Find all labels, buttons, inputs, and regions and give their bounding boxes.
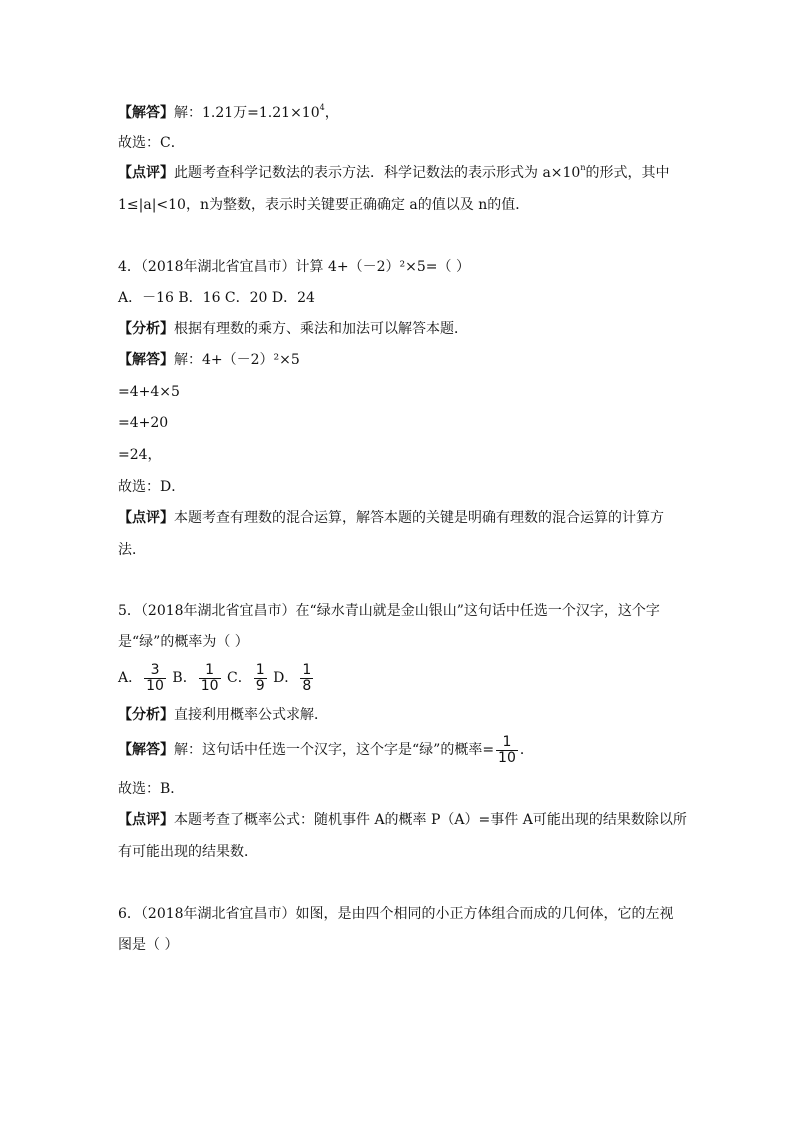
q5-option-c xyxy=(227,660,269,696)
q4-comment-line1 xyxy=(118,508,664,528)
q5-answer-fraction xyxy=(496,735,518,766)
answer-tag: 【解答】 xyxy=(118,742,174,758)
comment-tag: 【点评】 xyxy=(118,510,174,526)
q5-comment-text: 本题考查了概率公式：随机事件 A的概率 P（A）=事件 A可能出现的结果数除以所 xyxy=(174,812,687,828)
q5-answer-prefix: 解：这句话中任选一个汉字，这个字是“绿”的概率= xyxy=(174,742,495,758)
q4-step2: =4+20 xyxy=(118,415,169,431)
q4-analysis-line xyxy=(118,319,468,339)
answer-tag: 【解答】 xyxy=(118,105,174,121)
option-fraction xyxy=(254,663,267,694)
q3-answer-exponent: 4 xyxy=(319,103,325,112)
q5-question-line1: 5．（2018年湖北省宜昌市）在“绿水青山就是金山银山”这句话中任选一个汉字，这个字 xyxy=(118,603,660,619)
fraction-denominator: 9 xyxy=(255,677,265,694)
comment-tag: 【点评】 xyxy=(118,165,174,181)
q4-step3: =24， xyxy=(118,447,162,463)
q4-answer-line xyxy=(118,350,300,370)
fraction-numerator: 1 xyxy=(205,661,215,678)
q5-answer-line xyxy=(118,732,534,768)
q5-comment-line2: 有可能出现的结果数． xyxy=(118,844,258,860)
analysis-tag: 【分析】 xyxy=(118,321,174,337)
q6-question-line2: 图是（ ） xyxy=(118,937,179,953)
fraction-denominator: 10 xyxy=(146,677,164,694)
option-label: C． xyxy=(226,670,252,686)
q5-analysis-text: 直接利用概率公式求解． xyxy=(174,707,328,723)
q5-option-b xyxy=(172,660,222,696)
q3-comment-line2: 1≤|a|<10，n为整数，表示时关键要正确确定 a的值以及 n的值． xyxy=(118,197,530,213)
q5-option-d xyxy=(273,660,315,696)
fraction-numerator: 3 xyxy=(150,661,160,678)
answer-tag: 【解答】 xyxy=(118,352,174,368)
q5-question-line2: 是“绿”的概率为（ ） xyxy=(118,634,249,650)
q4-options: A．－16 B．16 C．20 D．24 xyxy=(118,290,315,306)
option-fraction xyxy=(300,663,313,694)
fraction-numerator: 1 xyxy=(502,733,512,750)
fraction-numerator: 1 xyxy=(255,661,265,678)
q4-answer-text: 解：4+（－2）²×5 xyxy=(174,352,300,368)
q3-choice: 故选：C． xyxy=(118,135,185,151)
q5-choice: 故选：B． xyxy=(118,781,185,797)
fraction-denominator: 8 xyxy=(302,677,312,694)
option-label: D． xyxy=(273,670,299,686)
option-fraction xyxy=(199,663,221,694)
analysis-tag: 【分析】 xyxy=(118,707,174,723)
q5-option-a xyxy=(118,660,168,696)
option-label: A． xyxy=(118,670,143,686)
q4-question: 4．（2018年湖北省宜昌市）计算 4+（－2）²×5=（ ） xyxy=(118,259,470,275)
option-label: B． xyxy=(172,670,197,686)
q4-comment-text: 本题考查有理数的混合运算，解答本题的关键是明确有理数的混合运算的计算方 xyxy=(174,510,664,526)
q3-answer-suffix: ， xyxy=(324,105,339,121)
q4-comment-line2: 法． xyxy=(118,542,146,558)
q3-answer-prefix: 解：1.21万=1.21×10 xyxy=(174,105,320,121)
q4-step1: =4+4×5 xyxy=(118,384,180,400)
q5-analysis-line xyxy=(118,705,328,725)
q5-answer-suffix: ． xyxy=(519,742,534,758)
q4-analysis-text: 根据有理数的乘方、乘法和加法可以解答本题． xyxy=(174,321,468,337)
option-fraction xyxy=(144,663,166,694)
q4-choice: 故选：D． xyxy=(118,479,186,495)
fraction-denominator: 10 xyxy=(498,749,516,766)
fraction-numerator: 1 xyxy=(302,661,312,678)
q3-comment-prefix: 此题考查科学记数法的表示方法．科学记数法的表示形式为 a×10 xyxy=(174,165,581,181)
q6-question-line1: 6．（2018年湖北省宜昌市）如图，是由四个相同的小正方体组合而成的几何体，它的左视 xyxy=(118,906,674,922)
q3-comment-line1 xyxy=(118,163,670,183)
q3-answer-line xyxy=(118,103,339,123)
q3-comment-exponent: n xyxy=(580,163,586,172)
comment-tag: 【点评】 xyxy=(118,812,174,828)
fraction-denominator: 10 xyxy=(200,677,219,694)
q5-options xyxy=(118,660,315,696)
q5-comment-line1 xyxy=(118,810,687,830)
q3-comment-suffix: 的形式，其中 xyxy=(585,165,670,181)
